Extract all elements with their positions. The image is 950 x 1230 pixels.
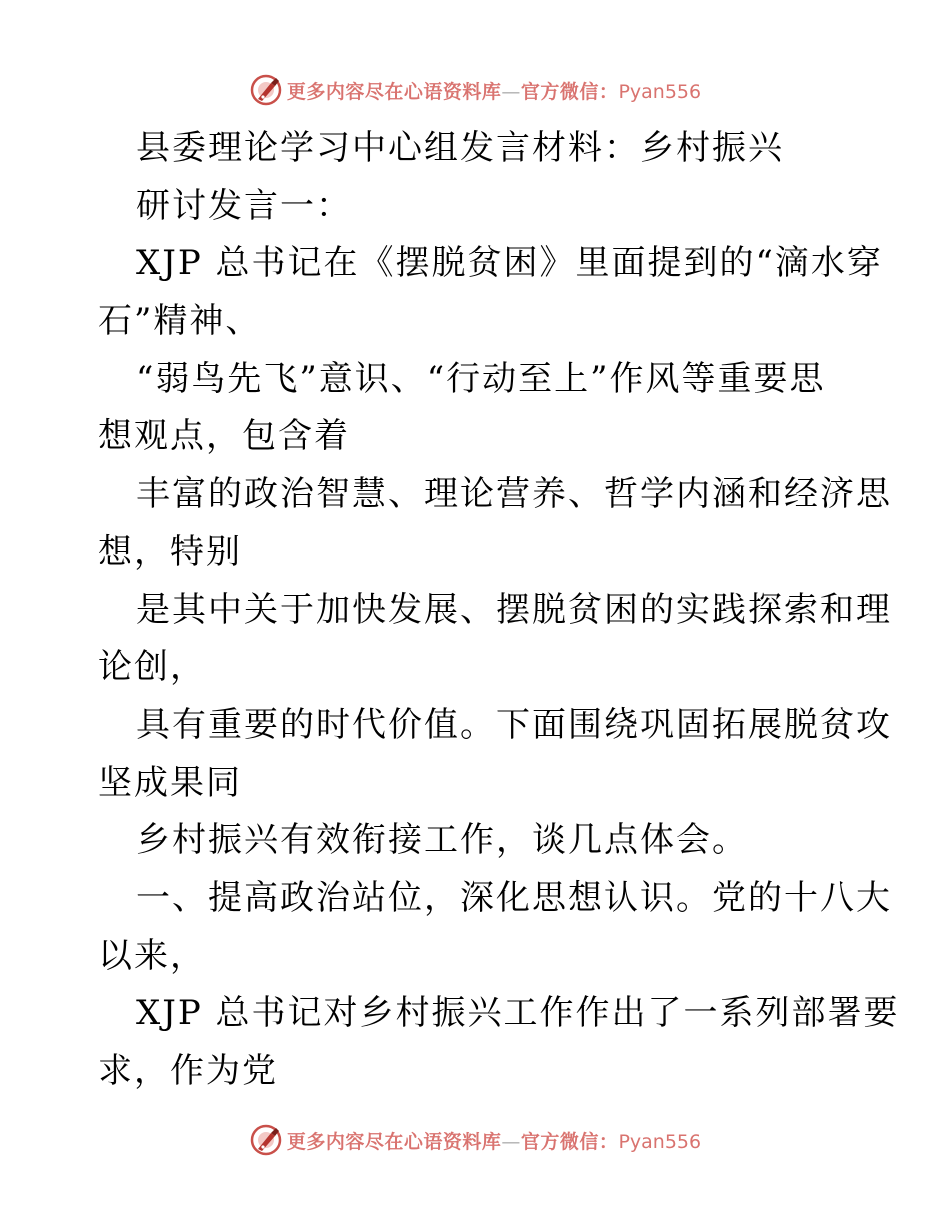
watermark-contact-label: 官方微信： (520, 80, 619, 103)
watermark-site-text: 更多内容尽在心语资料库 (286, 1130, 502, 1153)
footer-watermark (0, 1120, 950, 1160)
document-line: 想观点，包含着 (98, 416, 350, 457)
watermark-site-text: 更多内容尽在心语资料库 (286, 80, 502, 103)
watermark-text (287, 1127, 701, 1154)
document-line: 具有重要的时代价值。下面围绕巩固拓展脱贫攻 (136, 704, 892, 745)
document-line: 县委理论学习中心组发言材料：乡村振兴 (136, 128, 784, 168)
pen-nib-logo-icon (249, 73, 283, 107)
document-line: 一、提高政治站位，深化思想认识。党的十八大 (136, 877, 892, 918)
watermark-contact-id: Pyan556 (618, 1130, 702, 1153)
document-line: 石”精神、 (98, 301, 262, 342)
watermark-separator: — (501, 80, 521, 103)
watermark-contact-id: Pyan556 (618, 80, 702, 103)
pen-nib-logo-icon (249, 1123, 283, 1157)
document-line: XJP 总书记在《摆脱贫困》里面提到的“滴水穿 (136, 243, 883, 284)
document-line: 研讨发言一： (136, 185, 352, 226)
watermark-contact-label: 官方微信： (520, 1130, 619, 1153)
document-line: 求，作为党 (98, 1051, 278, 1091)
document-body (98, 120, 900, 1101)
document-line: 坚成果同 (98, 762, 242, 803)
document-line: 想，特别 (98, 531, 242, 572)
document-line: XJP 总书记对乡村振兴工作作出了一系列部署要 (136, 993, 900, 1034)
document-line: 以来， (98, 935, 206, 976)
document-line: “弱鸟先飞”意识、“行动至上”作风等重要思 (136, 358, 826, 399)
document-line: 是其中关于加快发展、摆脱贫困的实践探索和理 (136, 589, 892, 630)
document-line: 丰富的政治智慧、理论营养、哲学内涵和经济思 (136, 474, 892, 515)
header-watermark (0, 70, 950, 110)
document-line: 论创， (98, 647, 206, 688)
document-line: 乡村振兴有效衔接工作，谈几点体会。 (136, 820, 748, 861)
watermark-text (287, 77, 701, 104)
watermark-separator: — (501, 1130, 521, 1153)
